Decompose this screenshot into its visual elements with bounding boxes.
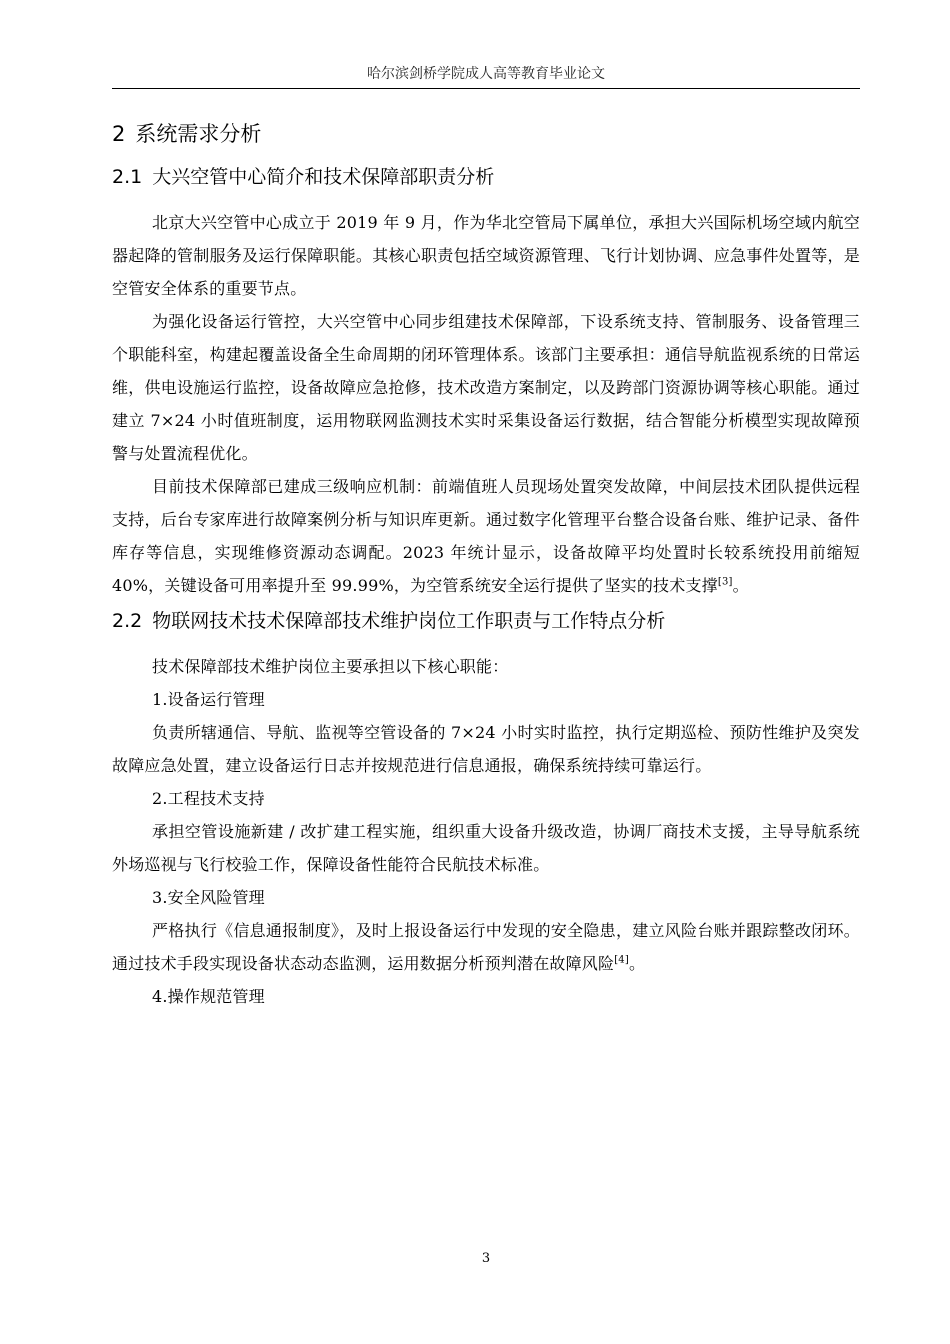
page-content <box>112 118 860 1013</box>
item-3-text-end: 。 <box>628 954 646 973</box>
paragraph-2-1-3-text: 目前技术保障部已建成三级响应机制：前端值班人员现场处置突发故障，中间层技术团队提供远程支持，后台专家库进行故障案例分析与知识库更新。通过数字化管理平台整合设备台账、维护记录、备件库存等信息，实现维修资源动态调配。2023 年统计显示，设备故障平均处置时长较系统投用前缩短 40%，关键设备可用率提升至 99.99%，为空管系统安全运行提供了坚实的技术支撑 <box>112 477 860 595</box>
item-2-title: 2.工程技术支持 <box>152 789 265 808</box>
running-header: 哈尔滨剑桥学院成人高等教育毕业论文 <box>367 66 605 82</box>
item-4-title: 4.操作规范管理 <box>152 987 265 1006</box>
chapter-title: 系统需求分析 <box>135 122 262 146</box>
paragraph-2-1-3 <box>112 470 860 602</box>
section-2-2-intro: 技术保障部技术维护岗位主要承担以下核心职能： <box>152 657 509 676</box>
chapter-number: 2 <box>112 122 126 146</box>
item-3-title: 3.安全风险管理 <box>152 888 265 907</box>
section-2-1-heading <box>112 162 860 206</box>
item-3-text <box>112 914 860 980</box>
paragraph-2-1-2: 为强化设备运行管控，大兴空管中心同步组建技术保障部，下设系统支持、管制服务、设备管理三个职能科室，构建起覆盖设备全生命周期的闭环管理体系。该部门主要承担：通信导航监视系统的日常运维，供电设施运行监控，设备故障应急抢修，技术改造方案制定，以及跨部门资源协调等核心职能。通过建立 7×24 小时值班制度，运用物联网监测技术实时采集设备运行数据，结合智能分析模型实现故障预警与处置流程优化。 <box>112 312 860 463</box>
item-1-title: 1.设备运行管理 <box>152 690 265 709</box>
citation-4: [4] <box>614 954 629 966</box>
chapter-heading <box>112 118 860 162</box>
section-2-1-title: 大兴空管中心简介和技术保障部职责分析 <box>152 166 495 188</box>
item-3-text-body: 严格执行《信息通报制度》，及时上报设备运行中发现的安全隐患，建立风险台账并跟踪整改闭环。通过技术手段实现设备状态动态监测，运用数据分析预判潜在故障风险 <box>112 921 860 973</box>
paragraph-2-1-3-end: 。 <box>732 576 749 595</box>
paragraph-2-1-1: 北京大兴空管中心成立于 2019 年 9 月，作为华北空管局下属单位，承担大兴国际机场空域内航空器起降的管制服务及运行保障职能。其核心职责包括空域资源管理、飞行计划协调、应急事件处置等，是空管安全体系的重要节点。 <box>112 213 860 298</box>
item-1-text: 负责所辖通信、导航、监视等空管设备的 7×24 小时实时监控，执行定期巡检、预防性维护及突发故障应急处置，建立设备运行日志并按规范进行信息通报，确保系统持续可靠运行。 <box>112 723 860 775</box>
section-2-1-number: 2.1 <box>112 166 143 188</box>
section-2-2-number: 2.2 <box>112 610 143 632</box>
header-rule <box>112 88 860 89</box>
page-number: 3 <box>481 1251 491 1266</box>
citation-3: [3] <box>717 576 733 588</box>
section-2-2-title: 物联网技术技术保障部技术维护岗位工作职责与工作特点分析 <box>152 610 666 632</box>
section-2-2-heading <box>112 606 860 650</box>
item-2-text: 承担空管设施新建 / 改扩建工程实施，组织重大设备升级改造，协调厂商技术支援，主导导航系统外场巡视与飞行校验工作，保障设备性能符合民航技术标准。 <box>112 822 860 874</box>
